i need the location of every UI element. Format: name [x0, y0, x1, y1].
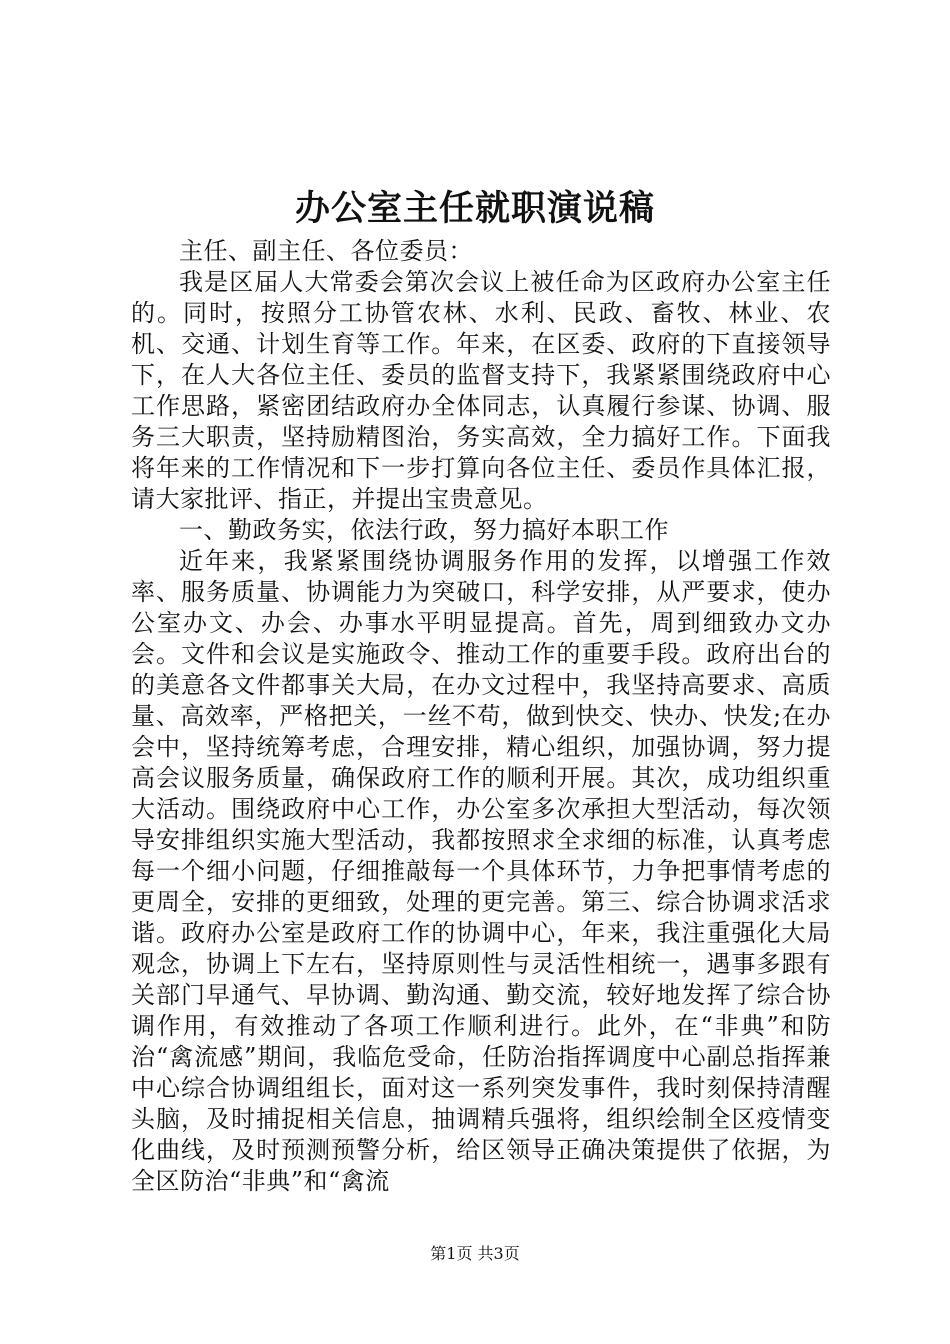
- page-footer: 第1页 共3页: [430, 1244, 520, 1263]
- salutation-paragraph: 主任、副主任、各位委员：: [179, 237, 473, 265]
- section-paragraph: 近年来，我紧紧围绕协调服务作用的发挥，以增强工作效率、服务质量、协调能力为突破口，科学安排，从严要求，使办公室办文、办会、办事水平明显提高。首先，周到细致办文办会。文件和会议是实施政令、推动工作的重要手段。政府出台的的美意各文件都事关大局，在办文过程中，我坚持高要求、高质量、高效率，严格把关，一丝不苟，做到快交、快办、快发;在办会中，坚持统筹考虑，合理安排，精心组织，加强协调，努力提高会议服务质量，确保政府工作的顺利开展。其次，成功组织重大活动。围绕政府中心工作，办公室多次承担大型活动，每次领导安排组织实施大型活动，我都按照求全求细的标准，认真考虑每一个细小问题，仔细推敲每一个具体环节，力争把事情考虑的更周全，安排的更细致，处理的更完善。第三、综合协调求活求谐。政府办公室是政府工作的协调中心，年来，我注重强化大局观念，协调上下左右，坚持原则性与灵活性相统一，遇事多跟有关部门早通气、早协调、勤沟通、勤交流，较好地发挥了综合协调作用，有效推动了各项工作顺利进行。此外，在“非典”和防治“禽流感”期间，我临危受命，任防治指挥调度中心副总指挥兼中心综合协调组组长，面对这一系列突发事件，我时刻保持清醒头脑，及时捕捉相关信息，抽调精兵强将，组织绘制全区疫情变化曲线，及时预测预警分析，给区领导正确决策提供了依据，为全区防治“非典”和“禽流: [131, 547, 831, 1195]
- intro-paragraph: 我是区届人大常委会第次会议上被任命为区政府办公室主任的。同时，按照分工协管农林、水利、民政、畜牧、林业、农机、交通、计划生育等工作。年来，在区委、政府的下直接领导下，在人大各位主任、委员的监督支持下，我紧紧围绕政府中心工作思路，紧密团结政府办全体同志，认真履行参谋、协调、服务三大职责，坚持励精图治，务实高效，全力搞好工作。下面我将年来的工作情况和下一步打算向各位主任、委员作具体汇报，请大家批评、指正，并提出宝贵意见。: [131, 268, 831, 513]
- document-body: [131, 236, 831, 1197]
- document-title: 办公室主任就职演说稿: [294, 188, 655, 229]
- section-heading: 一、勤政务实，依法行政，努力搞好本职工作: [179, 516, 669, 544]
